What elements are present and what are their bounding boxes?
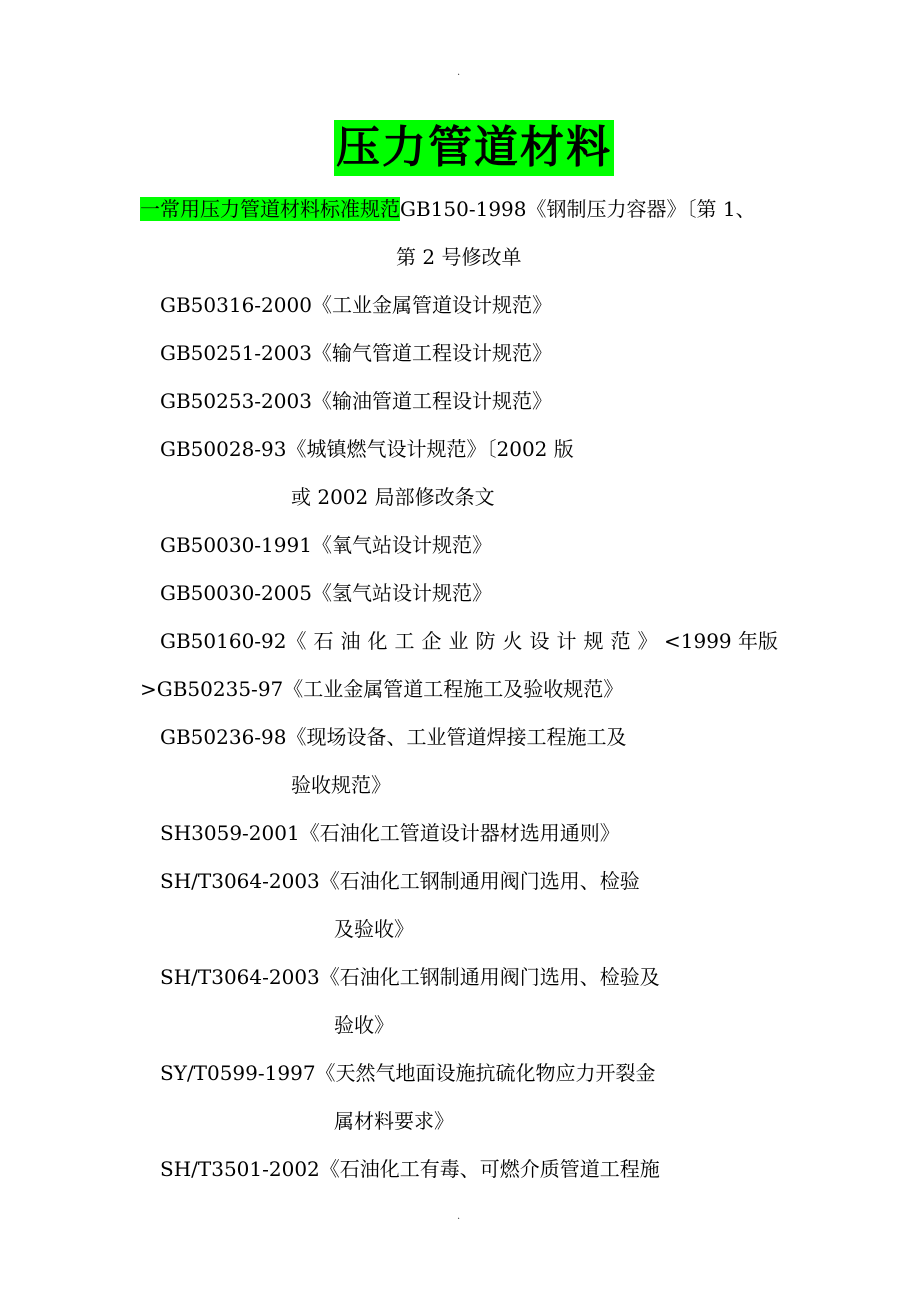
standard-line: GB50030-1991《氧气站设计规范》: [160, 533, 492, 557]
standard-line: SH/T3501-2002《石油化工有毒、可燃介质管道工程施: [160, 1157, 660, 1181]
standards-heading-line: [140, 194, 756, 224]
standard-name: 《石油化工企业防火设计规范》: [286, 629, 665, 653]
standard-code: GB50160-92: [160, 629, 287, 653]
standard-line: GB50316-2000《工业金属管道设计规范》: [160, 293, 552, 317]
page-dot-top: .: [457, 67, 461, 78]
section-heading-highlight: 一常用压力管道材料标准规范: [140, 197, 400, 221]
page-dot-bottom: .: [457, 1211, 461, 1222]
standard-line: GB50028-93《城镇燃气设计规范》〔2002 版: [160, 437, 574, 461]
standard-line: GB50251-2003《输气管道工程设计规范》: [160, 341, 552, 365]
standard-gb150-continuation: 第 2 号修改单: [396, 245, 522, 269]
standard-line-continuation: 验收规范》: [291, 773, 391, 797]
standard-line-continuation: 验收》: [334, 1013, 394, 1037]
standard-line-continuation: 属材料要求》: [334, 1109, 454, 1133]
standard-line: SH/T3064-2003《石油化工钢制通用阀门选用、检验及: [160, 965, 660, 989]
standard-line: SY/T0599-1997《天然气地面设施抗硫化物应力开裂金: [160, 1061, 656, 1085]
standard-line-continuation: 及验收》: [334, 917, 414, 941]
standard-line-continuation: 或 2002 局部修改条文: [291, 485, 495, 509]
page-title: 压力管道材料: [334, 120, 614, 176]
standard-line: GB50253-2003《输油管道工程设计规范》: [160, 389, 552, 413]
standard-line: SH/T3064-2003《石油化工钢制通用阀门选用、检验: [160, 869, 640, 893]
standard-edition: <1999 年版: [664, 629, 779, 653]
standard-line: GB50236-98《现场设备、工业管道焊接工程施工及: [160, 725, 627, 749]
standard-line: GB50030-2005《氢气站设计规范》: [160, 581, 492, 605]
standard-gb150: GB150-1998《钢制压力容器》〔第 1、: [400, 197, 756, 221]
standard-line: SH3059-2001《石油化工管道设计器材选用通则》: [160, 821, 620, 845]
standard-line-fire: [160, 626, 665, 656]
standard-line: >GB50235-97《工业金属管道工程施工及验收规范》: [140, 677, 624, 701]
